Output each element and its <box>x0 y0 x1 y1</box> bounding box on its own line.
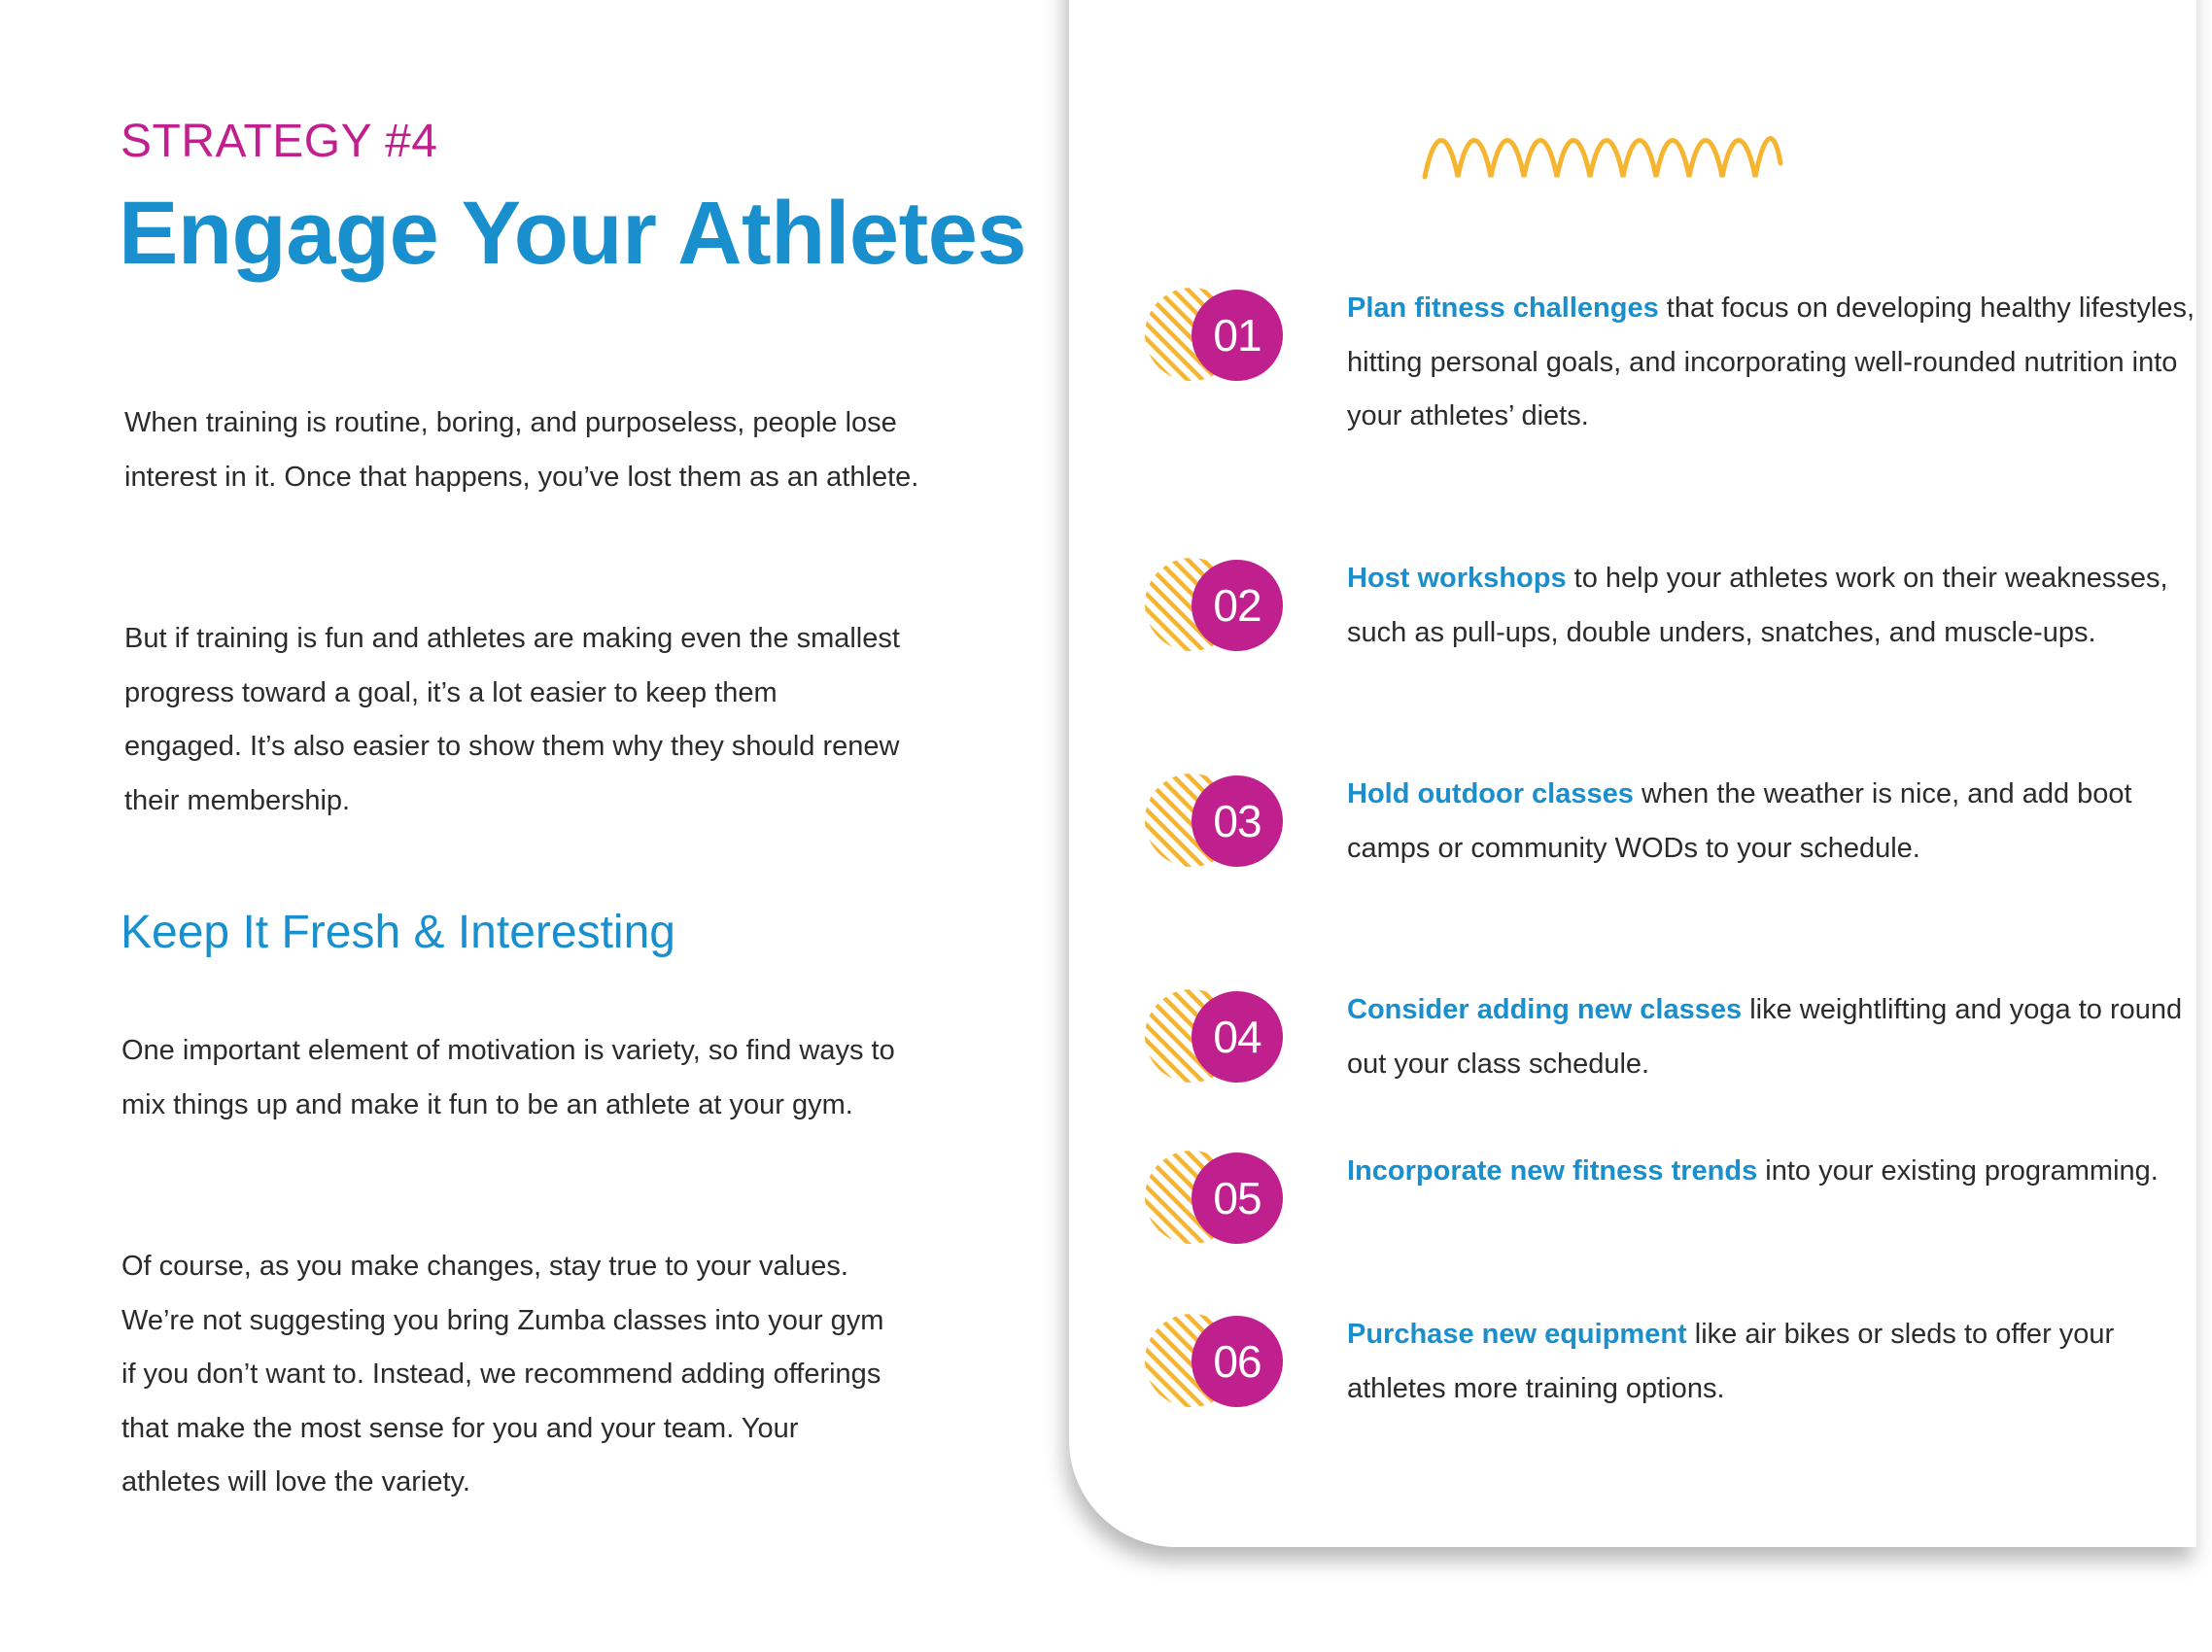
step-highlight: Plan fitness challenges <box>1347 293 1659 324</box>
step-number: 04 <box>1213 1012 1262 1062</box>
step-description: to help your athletes work on their weaknesses, such as pull-ups, double unders, snatches, and muscle-ups. <box>1347 563 2168 648</box>
intro-paragraph-1: When training is routine, boring, and purposeless, people lose interest in it. Once that happens, you’ve lost them as an athlete. <box>124 407 919 493</box>
step-description: that focus on developing healthy lifestyles, hitting personal goals, and incorporating well-rounded nutrition into your athletes’ diets. <box>1347 293 2195 431</box>
step-description: like weightlifting and yoga to round out your class schedule. <box>1347 994 2183 1080</box>
step-number: 03 <box>1213 796 1262 846</box>
step-description: when the weather is nice, and add boot camps or community WODs to your schedule. <box>1347 778 2132 864</box>
step-text <box>1347 282 2212 444</box>
step-text <box>1347 983 2212 1091</box>
step-badge <box>1147 552 1283 659</box>
step-badge <box>1147 282 1283 389</box>
step-number: 05 <box>1213 1173 1262 1223</box>
step-number: 06 <box>1213 1336 1262 1387</box>
step-text <box>1347 768 2212 876</box>
section-paragraph-1: One important element of motivation is variety, so find ways to mix things up and make it fun to be an athlete at your gym. <box>121 1035 895 1120</box>
strategy-eyebrow: STRATEGY #4 <box>121 116 438 167</box>
step-badge <box>1147 768 1283 875</box>
intro-paragraph-2: But if training is fun and athletes are making even the smallest progress toward a goal, it’s a lot easier to keep them engaged. It’s also easier to show them why they should renew their membership. <box>124 623 900 816</box>
step-text <box>1347 552 2212 660</box>
step-text <box>1347 1145 2212 1199</box>
step-description: into your existing programming. <box>1757 1155 2159 1187</box>
step-description: like air bikes or sleds to offer your athletes more training options. <box>1347 1319 2115 1404</box>
step-highlight: Incorporate new fitness trends <box>1347 1155 1758 1187</box>
step-badge <box>1147 1308 1283 1415</box>
step-number: 01 <box>1213 310 1262 361</box>
step-badge <box>1147 1145 1283 1252</box>
step-highlight: Purchase new equipment <box>1347 1319 1687 1350</box>
step-highlight: Consider adding new classes <box>1347 994 1743 1025</box>
squiggle-decoration-icon <box>1421 134 1784 185</box>
step-highlight: Host workshops <box>1347 563 1567 594</box>
step-text <box>1347 1308 2212 1416</box>
step-highlight: Hold outdoor classes <box>1347 778 1634 809</box>
section-heading: Keep It Fresh & Interesting <box>121 907 675 958</box>
step-badge <box>1147 983 1283 1090</box>
section-paragraph-2: Of course, as you make changes, stay true to your values. We’re not suggesting you bring Zumba classes into your gym if you don’t want to. Instead, we recommend adding offerings that make the most sense for you and your team. Your athletes will love the variety. <box>121 1251 884 1497</box>
page-title: Engage Your Athletes <box>119 184 1027 283</box>
step-number: 02 <box>1213 580 1262 631</box>
